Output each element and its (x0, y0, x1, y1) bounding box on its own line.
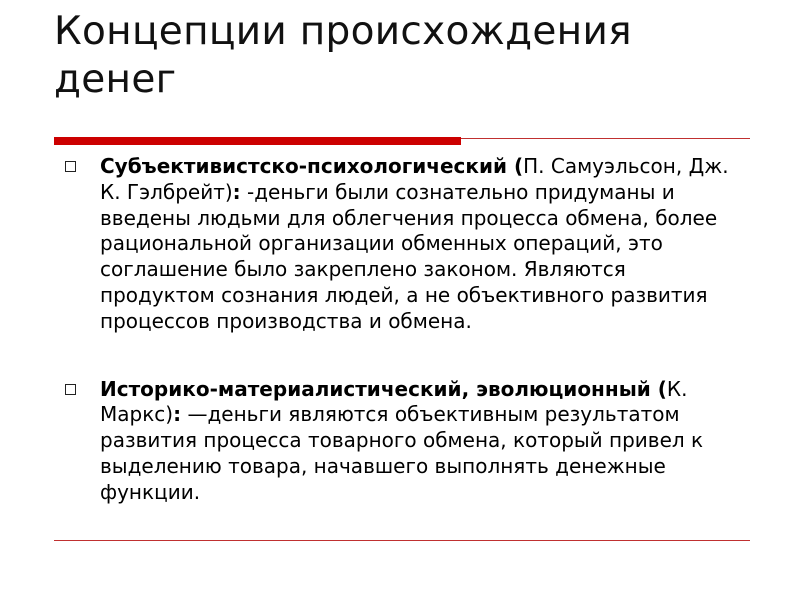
hollow-square-bullet-icon (65, 384, 76, 395)
slide-title: Концепции происхождения денег (54, 9, 632, 102)
hollow-square-bullet-icon (65, 161, 76, 172)
bullet-authors: П. Самуэльсон, Дж. К. Гэлбрейт) (100, 154, 729, 204)
bullet-colon: : (232, 179, 241, 204)
bullet-colon: : (173, 402, 182, 427)
footer-rule (54, 540, 750, 541)
bullet-text: —деньги являются объективным результатом развития процесса товарного обмена, который привел к выделению товара, начавшего выполнять денежные функции. (100, 402, 704, 504)
bullet-paren-open: ( (650, 376, 667, 401)
bullet-term: Историко-материалистический, эволюционный (100, 376, 651, 401)
bullet-text: -деньги были сознательно придуманы и введены людьми для облегчения процесса обмена, более рациональной организации обменных операций, это соглашение было закреплено законом. Являются продуктом сознания людей, а не объективного развития процессов производства и обмена. (100, 179, 718, 333)
bullet-paren-open: ( (506, 154, 524, 178)
bullet-item-historical (60, 377, 740, 506)
bullet-item-subjective (60, 154, 740, 335)
bullet-term: Субъективистско-психологический (100, 154, 507, 178)
title-underline-accent (54, 137, 461, 145)
bullet-list (60, 154, 740, 506)
bullet-authors: К. Маркс) (100, 376, 688, 427)
